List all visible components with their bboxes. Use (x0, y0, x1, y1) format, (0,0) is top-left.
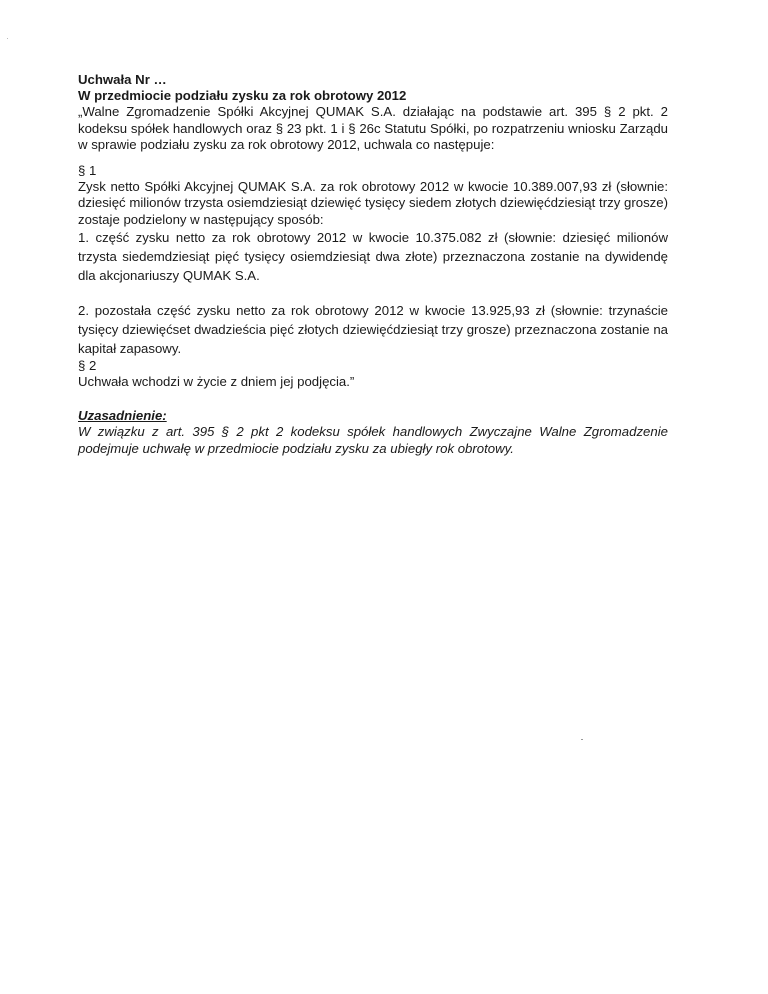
document-page (78, 72, 668, 457)
section-1-text: Zysk netto Spółki Akcyjnej QUMAK S.A. za rok obrotowy 2012 w kwocie 10.389.007,93 zł (słownie: dziesięć milionów trzysta osiemdziesiąt dziewięć tysięcy siedem złotych dziewięćdziesiąt trzy grosze) zostaje podzielony w następujący sposób: (78, 179, 668, 227)
distribution-point-2: 2. pozostała część zysku netto za rok obrotowy 2012 w kwocie 13.925,93 zł (słownie: trzynaście tysięcy dziewięćset dwadzieścia pięć złotych dziewięćdziesiąt trzy grosze) przeznaczona zostanie na kapitał zapasowy. (78, 302, 668, 356)
distribution-point-1: 1. część zysku netto za rok obrotowy 2012 w kwocie 10.375.082 zł (słownie: dziesięć milionów trzysta siedemdziesiąt pięć tysięcy osiemdziesiąt dwa złote) przeznaczona zostanie na dywidendę dla akcjonariuszy QUMAK S.A. (78, 229, 668, 283)
justification-label: Uzasadnienie: (78, 408, 167, 424)
section-2-text: Uchwała wchodzi w życie z dniem jej podjęcia.” (78, 374, 355, 390)
section-1-symbol: § 1 (78, 163, 97, 179)
resolution-intro: „Walne Zgromadzenie Spółki Akcyjnej QUMAK S.A. działając na podstawie art. 395 § 2 pkt. 2 kodeksu spółek handlowych oraz § 23 pkt. 1 i § 26c Statutu Spółki, po rozpatrzeniu wniosku Zarządu w sprawie podziału zysku za rok obrotowy 2012, uchwala co następuje: (78, 104, 668, 152)
justification-text: W związku z art. 395 § 2 pkt 2 kodeksu spółek handlowych Zwyczajne Walne Zgromadzenie podejmuje uchwałę w przedmiocie podziału zysku za ubiegły rok obrotowy. (78, 424, 668, 456)
scan-speck (581, 739, 583, 740)
resolution-subject: W przedmiocie podziału zysku za rok obrotowy 2012 (78, 88, 407, 104)
section-2-symbol: § 2 (78, 357, 97, 373)
scan-speck (7, 38, 8, 39)
resolution-number: Uchwała Nr … (78, 72, 167, 87)
